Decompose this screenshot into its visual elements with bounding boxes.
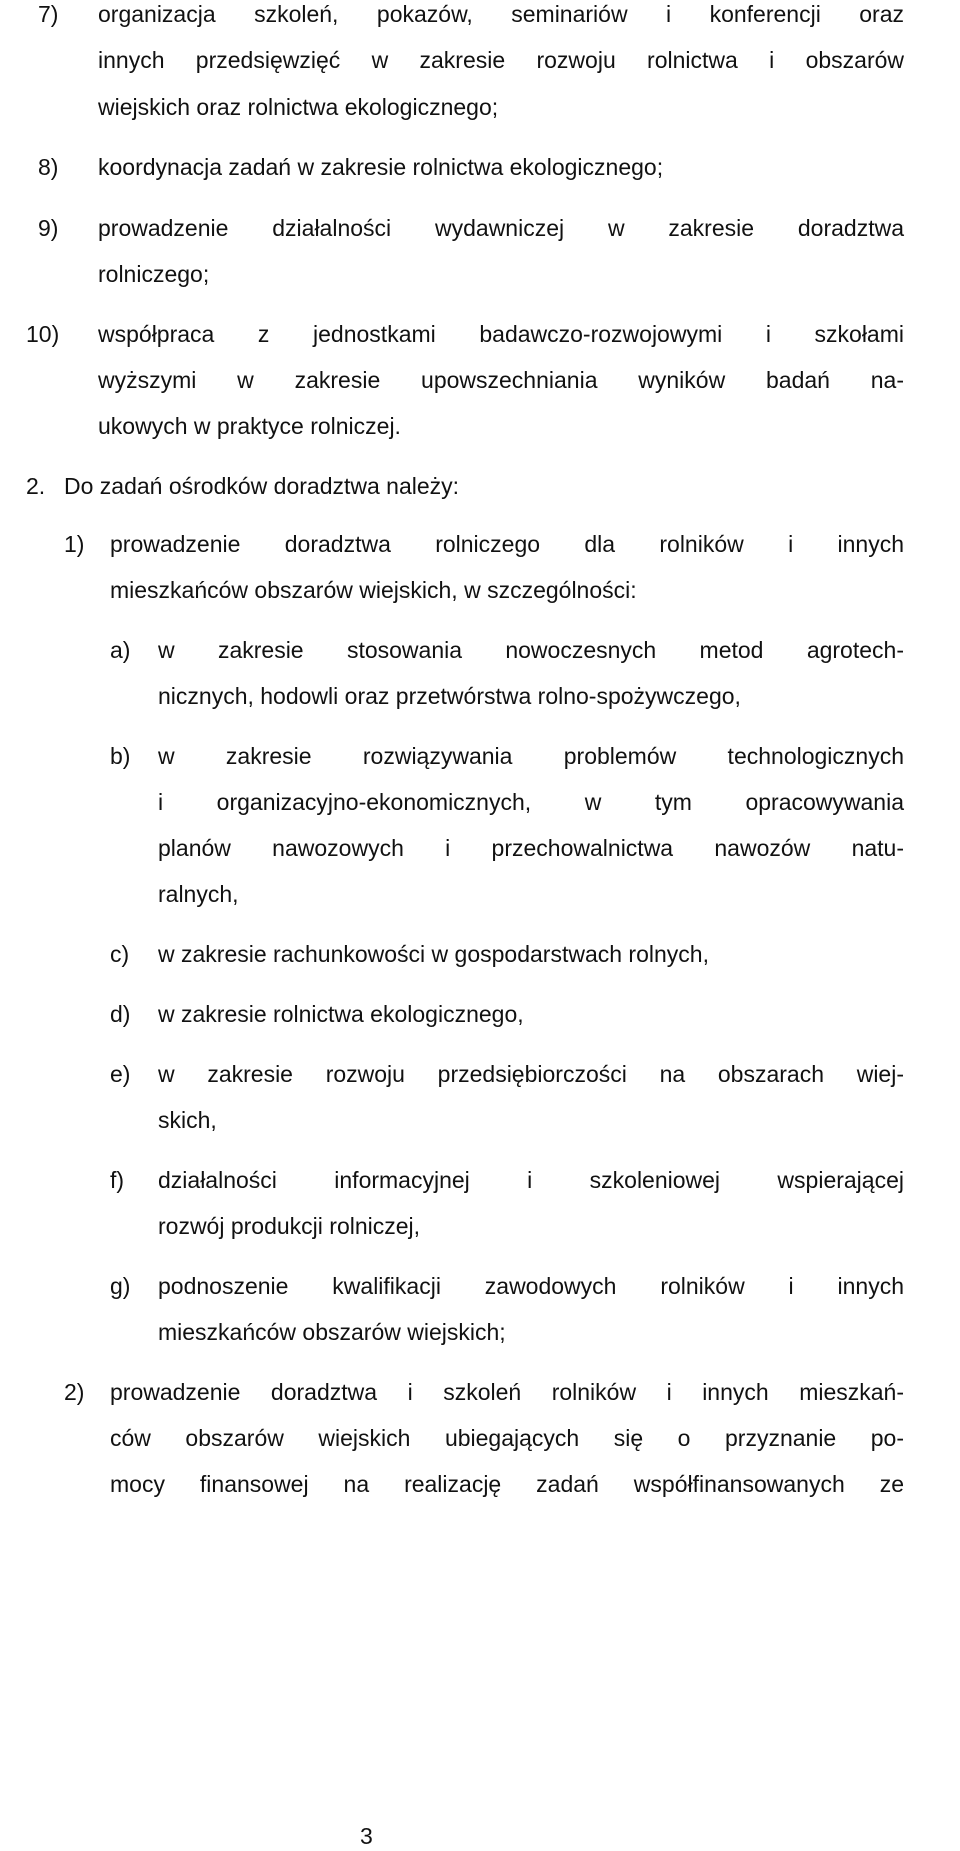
paragraph-line: skich,	[158, 1107, 217, 1133]
paragraph-line: ralnych,	[158, 881, 239, 907]
list-label-2-1: 1)	[64, 531, 85, 557]
paragraph-line: mieszkańców obszarów wiejskich, w szczególności:	[110, 577, 637, 603]
list-label-2-2: 2)	[64, 1379, 85, 1405]
list-label-10: 10)	[26, 321, 60, 347]
paragraph-line: prowadzenie działalności wydawniczej w zakresie doradztwa	[98, 215, 904, 241]
paragraph-line: w zakresie rozwiązywania problemów technologicznych	[158, 743, 904, 769]
sublist-label-g: g)	[110, 1273, 131, 1299]
paragraph-line: wiejskich oraz rolnictwa ekologicznego;	[98, 94, 499, 120]
paragraph-line: ukowych w praktyce rolniczej.	[98, 413, 401, 439]
paragraph-line: innych przedsięwzięć w zakresie rozwoju rolnictwa i obszarów	[98, 47, 904, 73]
sublist-label-a: a)	[110, 637, 131, 663]
page-number: 3	[360, 1823, 373, 1849]
paragraph-line: prowadzenie doradztwa rolniczego dla rolników i innych	[110, 531, 904, 557]
paragraph-line: organizacja szkoleń, pokazów, seminariów i konferencji oraz	[98, 1, 904, 27]
paragraph-line: w zakresie rachunkowości w gospodarstwach rolnych,	[158, 941, 709, 967]
paragraph-line: wyższymi w zakresie upowszechniania wyników badań na-	[98, 367, 904, 393]
sublist-label-e: e)	[110, 1061, 131, 1087]
paragraph-line: w zakresie rolnictwa ekologicznego,	[158, 1001, 524, 1027]
paragraph-line: prowadzenie doradztwa i szkoleń rolników i innych mieszkań-	[110, 1379, 904, 1405]
sublist-label-f: f)	[110, 1167, 125, 1193]
sublist-label-d: d)	[110, 1001, 131, 1027]
list-label-7: 7)	[38, 1, 59, 27]
paragraph-line: planów nawozowych i przechowalnictwa nawozów natu-	[158, 835, 904, 861]
paragraph-line: działalności informacyjnej i szkoleniowej wspierającej	[158, 1167, 904, 1193]
section-label-2: 2.	[26, 473, 46, 499]
paragraph-line: podnoszenie kwalifikacji zawodowych rolników i innych	[158, 1273, 904, 1299]
paragraph-line: mocy finansowej na realizację zadań współfinansowanych ze	[110, 1471, 904, 1497]
sublist-label-b: b)	[110, 743, 131, 769]
list-label-8: 8)	[38, 154, 59, 180]
paragraph-line: rolniczego;	[98, 261, 210, 287]
paragraph-line: nicznych, hodowli oraz przetwórstwa rolno-spożywczego,	[158, 683, 741, 709]
paragraph-line: ców obszarów wiejskich ubiegających się o przyznanie po-	[110, 1425, 904, 1451]
paragraph-line: rozwój produkcji rolniczej,	[158, 1213, 421, 1239]
sublist-label-c: c)	[110, 941, 130, 967]
paragraph-line: współpraca z jednostkami badawczo-rozwojowymi i szkołami	[98, 321, 904, 347]
list-label-9: 9)	[38, 215, 59, 241]
paragraph-line: w zakresie rozwoju przedsiębiorczości na obszarach wiej-	[158, 1061, 904, 1087]
paragraph-line: koordynacja zadań w zakresie rolnictwa ekologicznego;	[98, 154, 664, 180]
paragraph-line: i organizacyjno-ekonomicznych, w tym opracowywania	[158, 789, 904, 815]
paragraph-line: w zakresie stosowania nowoczesnych metod agrotech-	[158, 637, 904, 663]
paragraph-line: mieszkańców obszarów wiejskich;	[158, 1319, 506, 1345]
section-heading: Do zadań ośrodków doradztwa należy:	[64, 473, 460, 499]
